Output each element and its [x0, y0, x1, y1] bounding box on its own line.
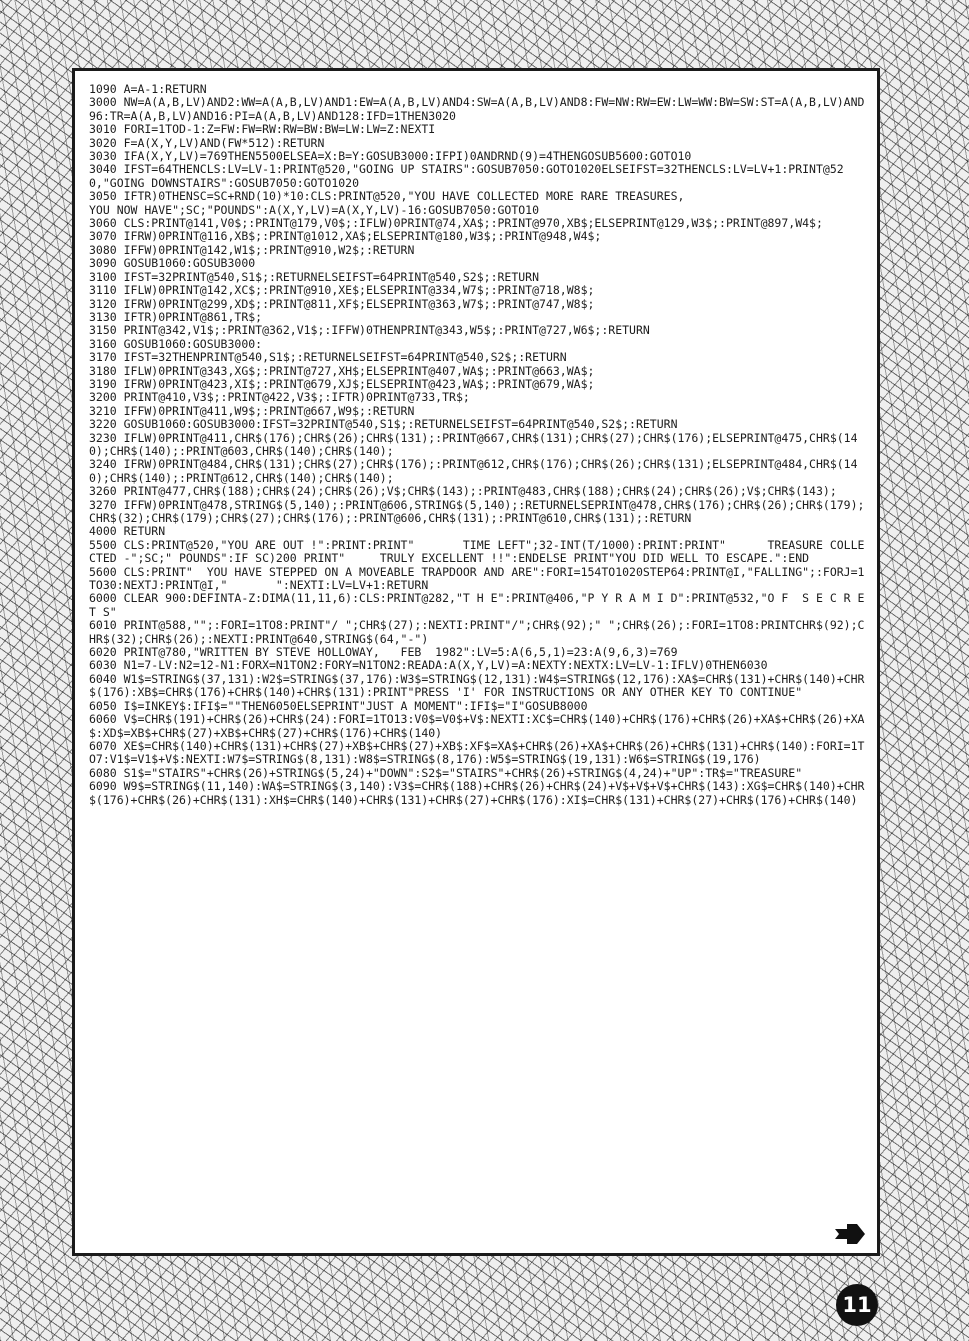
- code-line: 6060 V$=CHR$(191)+CHR$(26)+CHR$(24):FORI=1TO13:V0$=V0$+V$:NEXTI:XC$=CHR$(140)+CHR$(176)+CHR$(26)+XA$+CHR$(26)+XA$:XD$=XB$+CHR$(27)+XB$+CHR$(27)+CHR$(176)+CHR$(140): [89, 712, 865, 740]
- code-line: 6090 W9$=STRING$(11,140):WA$=STRING$(3,140):V3$=CHR$(188)+CHR$(26)+CHR$(24)+V$+V$+V$+CHR$(143):XG$=CHR$(140)+CHR$(176)+CHR$(26)+CHR$(131):XH$=CHR$(140)+CHR$(131)+CHR$(27)+CHR$(176):XI$=CHR$(131)+CHR$(27)+CHR$(176)+CHR$(140): [89, 779, 865, 807]
- code-line: 3040 IFST=64THENCLS:LV=LV-1:PRINT@520,"GOING UP STAIRS":GOSUB7050:GOTO1020ELSEIFST=32THENCLS:LV=LV+1:PRINT@520,"GOING DOWNSTAIRS":GOSUB7050:GOTO1020: [89, 162, 844, 190]
- code-line: 6020 PRINT@780,"WRITTEN BY STEVE HOLLOWAY, FEB 1982":LV=5:A(6,5,1)=23:A(9,6,3)=769: [89, 645, 678, 660]
- listing-panel: [72, 68, 880, 1256]
- code-line: 3120 IFRW)0PRINT@299,XD$;:PRINT@811,XF$;ELSEPRINT@363,W7$;:PRINT@747,W8$;: [89, 296, 595, 311]
- code-line: 1090 A=A-1:RETURN: [89, 82, 207, 96]
- code-line: 3070 IFRW)0PRINT@116,XB$;:PRINT@1012,XA$;ELSEPRINT@180,W3$;:PRINT@948,W4$;: [89, 229, 602, 244]
- code-line: 3060 CLS:PRINT@141,V0$;:PRINT@179,V0$;:IFLW)0PRINT@74,XA$;:PRINT@970,XB$;ELSEPRINT@129,W3$;:PRINT@897,W4$;: [89, 216, 823, 231]
- code-line: 3240 IFRW)0PRINT@484,CHR$(131);CHR$(27);CHR$(176);:PRINT@612,CHR$(176);CHR$(26);CHR$(131);ELSEPRINT@484,CHR$(140);CHR$(140);:PRINT@612,CHR$(140);CHR$(140);: [89, 457, 858, 485]
- code-line: 3110 IFLW)0PRINT@142,XC$;:PRINT@910,XE$;ELSEPRINT@334,W7$;:PRINT@718,W8$;: [89, 283, 595, 298]
- code-line: 3260 PRINT@477,CHR$(188);CHR$(24);CHR$(26);V$;CHR$(143);:PRINT@483,CHR$(188);CHR$(24);CHR$(26);V$;CHR$(143);: [89, 484, 837, 499]
- code-line: 6070 XE$=CHR$(140)+CHR$(131)+CHR$(27)+XB$+CHR$(27)+XB$:XF$=XA$+CHR$(26)+XA$+CHR$(26)+CHR$(131)+CHR$(140):FORI=1TO7:V1$=V1$+V$:NEXTI:W7$=STRING$(8,131):W8$=STRING$(8,176):W5$=STRING$(19,131):W6$=STRING$(19,176): [89, 738, 865, 767]
- code-line: 3020 F=A(X,Y,LV)AND(FW*512):RETURN: [89, 135, 325, 150]
- code-line: 5600 CLS:PRINT" YOU HAVE STEPPED ON A MOVEABLE TRAPDOOR AND ARE":FORI=154TO1020STEP64:PRINT@I,"FALLING";:FORJ=1TO30:NEXTJ:PRINT@I," ":NEXTI:LV=LV+1:RETURN: [89, 564, 865, 593]
- code-line: 3130 IFTR)0PRINT@861,TR$;: [89, 309, 263, 324]
- code-line: 4000 RETURN: [89, 524, 166, 539]
- code-line: 3210 IFFW)0PRINT@411,W9$;:PRINT@667,W9$;:RETURN: [89, 403, 415, 418]
- code-line: 6040 W1$=STRING$(37,131):W2$=STRING$(37,176):W3$=STRING$(12,131):W4$=STRING$(12,176):XA$=CHR$(131)+CHR$(140)+CHR$(176):XB$=CHR$(176)+CHR$(140)+CHR$(131):PRINT"PRESS 'I' FOR INSTRUCTIONS OR ANY OTHER KEY TO CONTINUE": [89, 671, 865, 700]
- code-line: 3090 GOSUB1060:GOSUB3000: [89, 256, 256, 271]
- code-line: 3190 IFRW)0PRINT@423,XI$;:PRINT@679,XJ$;ELSEPRINT@423,WA$;:PRINT@679,WA$;: [89, 376, 595, 391]
- code-line: 6010 PRINT@588,"";:FORI=1TO8:PRINT"/ ";CHR$(27);:NEXTI:PRINT"/";CHR$(92);" ";CHR$(26);:FORI=1TO8:PRINTCHR$(92);CHR$(32);CHR$(26);:NEXTI:PRINT@640,STRING$(64,"-"): [89, 618, 865, 646]
- code-line: 6050 I$=INKEY$:IFI$=""THEN6050ELSEPRINT"JUST A MOMENT":IFI$="I"GOSUB8000: [89, 698, 588, 713]
- basic-listing: [89, 82, 872, 807]
- code-line: 3270 IFFW)0PRINT@478,STRING$(5,140);:PRINT@606,STRING$(5,140);:RETURNELSEPRINT@478,CHR$(176);CHR$(26);CHR$(179);CHR$(32);CHR$(179);CHR$(27);CHR$(176);:PRINT@606,CHR$(131);:PRINT@610,CHR$(131);:RETURN: [89, 497, 865, 525]
- code-line: YOU NOW HAVE";SC;"POUNDS":A(X,Y,LV)=A(X,Y,LV)-16:GOSUB7050:GOTO10: [89, 202, 540, 217]
- code-line: 3170 IFST=32THENPRINT@540,S1$;:RETURNELSEIFST=64PRINT@540,S2$;:RETURN: [89, 350, 567, 365]
- code-line: 6030 N1=7-LV:N2=12-N1:FORX=N1TON2:FORY=N1TON2:READA:A(X,Y,LV)=A:NEXTY:NEXTX:LV=LV-1:IFLV)0THEN6030: [89, 658, 768, 673]
- code-line: 3030 IFA(X,Y,LV)=769THEN5500ELSEA=X:B=Y:GOSUB3000:IFPI)0ANDRND(9)=4THENGOSUB5600:GOTO10: [89, 149, 692, 164]
- code-line: 6080 S1$="STAIRS"+CHR$(26)+STRING$(5,24)+"DOWN":S2$="STAIRS"+CHR$(26)+STRING$(4,24)+"UP":TR$="TREASURE": [89, 765, 803, 780]
- code-line: 3050 IFTR)0THENSC=SC+RND(10)*10:CLS:PRINT@520,"YOU HAVE COLLECTED MORE RARE TREASURES,: [89, 189, 685, 204]
- code-line: 3160 GOSUB1060:GOSUB3000:: [89, 336, 263, 351]
- page-number: 11: [836, 1284, 878, 1326]
- code-line: 3010 FORI=1TOD-1:Z=FW:FW=RW:RW=BW:BW=LW:LW=Z:NEXTI: [89, 122, 436, 137]
- code-line: 3080 IFFW)0PRINT@142,W1$;:PRINT@910,W2$;:RETURN: [89, 242, 415, 257]
- code-line: 5500 CLS:PRINT@520,"YOU ARE OUT !":PRINT:PRINT" TIME LEFT";32-INT(T/1000):PRINT:PRINT" TREASURE COLLECTED -";SC;" POUNDS":IF SC)200 PRINT" TRULY EXCELLENT !!":ENDELSE PRINT"YOU DID WELL TO ESCAPE.":END: [89, 537, 865, 566]
- code-line: 3230 IFLW)0PRINT@411,CHR$(176);CHR$(26);CHR$(131);:PRINT@667,CHR$(131);CHR$(27);CHR$(176);ELSEPRINT@475,CHR$(140);CHR$(140);:PRINT@603,CHR$(140);CHR$(140);: [89, 430, 858, 458]
- code-line: 3220 GOSUB1060:GOSUB3000:IFST=32PRINT@540,S1$;:RETURNELSEIFST=64PRINT@540,S2$;:RETURN: [89, 417, 678, 432]
- code-line: 3000 NW=A(A,B,LV)AND2:WW=A(A,B,LV)AND1:EW=A(A,B,LV)AND4:SW=A(A,B,LV)AND8:FW=NW:RW=EW:LW=WW:BW=SW:ST=A(A,B,LV)AND96:TR=A(A,B,LV)AND16:PI=A(A,B,LV)AND128:IFD=1THEN3020: [89, 95, 865, 123]
- code-line: 3200 PRINT@410,V3$;:PRINT@422,V3$;:IFTR)0PRINT@733,TR$;: [89, 390, 470, 405]
- code-line: 6000 CLEAR 900:DEFINTA-Z:DIMA(11,11,6):CLS:PRINT@282,"T H E":PRINT@406,"P Y R A M I D":PRINT@532,"O F S E C R E T S": [89, 591, 872, 619]
- code-line: 3180 IFLW)0PRINT@343,XG$;:PRINT@727,XH$;ELSEPRINT@407,WA$;:PRINT@663,WA$;: [89, 363, 595, 378]
- code-line: 3150 PRINT@342,V1$;:PRINT@362,V1$;:IFFW)0THENPRINT@343,W5$;:PRINT@727,W6$;:RETURN: [89, 323, 650, 338]
- code-line: 3100 IFST=32PRINT@540,S1$;:RETURNELSEIFST=64PRINT@540,S2$;:RETURN: [89, 269, 540, 284]
- arrow-right-icon: [833, 1223, 867, 1245]
